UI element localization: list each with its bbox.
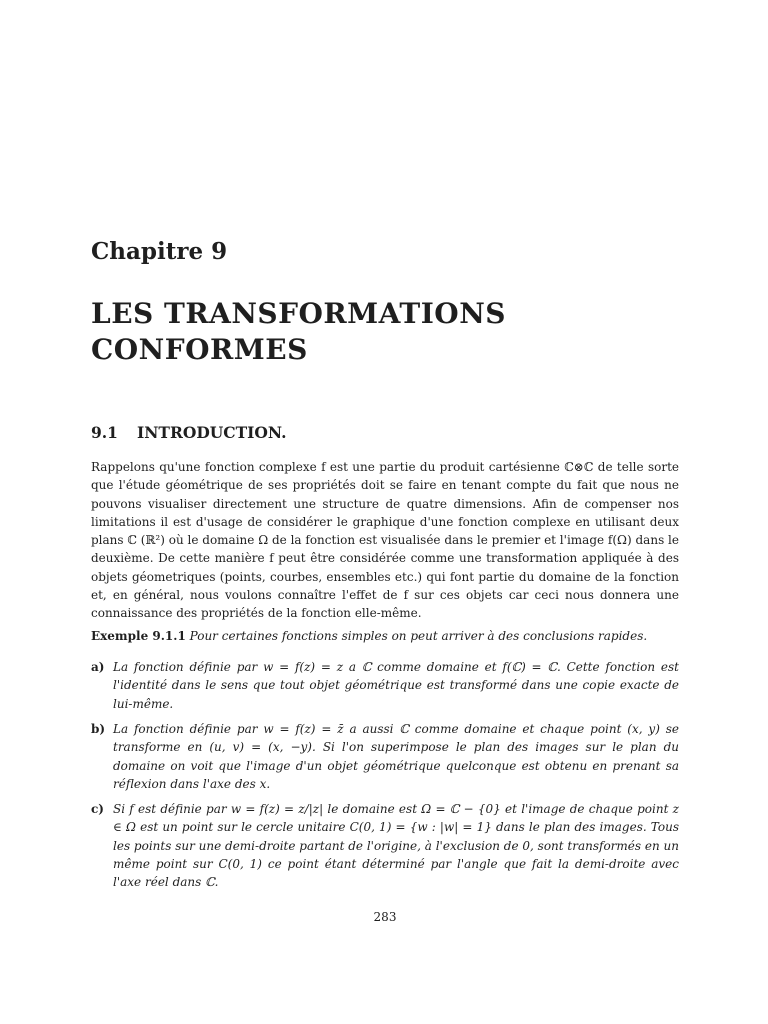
chapter-title	[91, 296, 506, 368]
list-item-c	[91, 800, 679, 891]
section-title: INTRODUCTION.	[137, 423, 287, 442]
example-block	[91, 627, 679, 645]
list-marker-c: c)	[91, 802, 104, 816]
list-text-a: La fonction définie par w = f(z) = z a ℂ comme domaine et f(ℂ) = ℂ. Cette fonction est l'identité dans le sens que tout objet géométrique est transformé dans une copie exacte de lui-même.	[113, 660, 679, 711]
list-marker-a: a)	[91, 660, 105, 674]
list-item-a	[91, 658, 679, 713]
example-text: Pour certaines fonctions simples on peut arriver à des conclusions rapides.	[189, 629, 648, 643]
intro-paragraph: Rappelons qu'une fonction complexe f est une partie du produit cartésienne ℂ⊗ℂ de telle sorte que l'étude géométrique de ses propriétés doit se faire en tenant compte du fait que nous ne pouvons visualiser directement une structure de quatre dimensions. Afin de compenser nos limitations il est d'usage de considérer le graphique d'une fonction complexe en utilisant deux plans ℂ (ℝ²) où le domaine Ω de la fonction est visualisée dans le premier et l'image f(Ω) dans le deuxième. De cette manière f peut être considérée comme une transformation appliquée à des objets géometriques (points, courbes, ensembles etc.) qui font partie du domaine de la fonction et, en général, nous voulons connaître l'effet de f sur ces objets car ceci nous donnera une connaissance des propriétés de la fonction elle-même.	[91, 460, 679, 621]
page-number: 283	[373, 910, 397, 924]
list-text-c: Si f est définie par w = f(z) = z/|z| le domaine est Ω = ℂ − {0} et l'image de chaque point z ∈ Ω est un point sur le cercle unitaire C(0, 1) = {w : |w| = 1} dans le plan des images. Tous les points sur une demi-droite partant de l'origine, à l'exclusion de 0, sont transformés en un même point sur C(0, 1) ce point étant déterminé par l'angle que fait la demi-droite avec l'axe réel dans ℂ.	[113, 802, 679, 890]
list-item-b	[91, 720, 679, 793]
list-marker-b: b)	[91, 722, 106, 736]
example-label: Exemple 9.1.1	[91, 629, 186, 643]
chapter-label: Chapitre 9	[91, 238, 228, 265]
section-heading	[91, 423, 287, 442]
chapter-title-line-2: CONFORMES	[91, 333, 308, 366]
section-number: 9.1	[91, 423, 118, 442]
document-page	[91, 0, 679, 1024]
list-text-b: La fonction définie par w = f(z) = z̄ a aussi ℂ comme domaine et chaque point (x, y) se transforme en (u, v) = (x, −y). Si l'on superimpose le plan des images sur le plan du domaine on voit que l'image d'un objet géométrique quelconque est obtenu en prenant sa réflexion dans l'axe des x.	[113, 722, 679, 791]
chapter-title-line-1: LES TRANSFORMATIONS	[91, 297, 507, 330]
